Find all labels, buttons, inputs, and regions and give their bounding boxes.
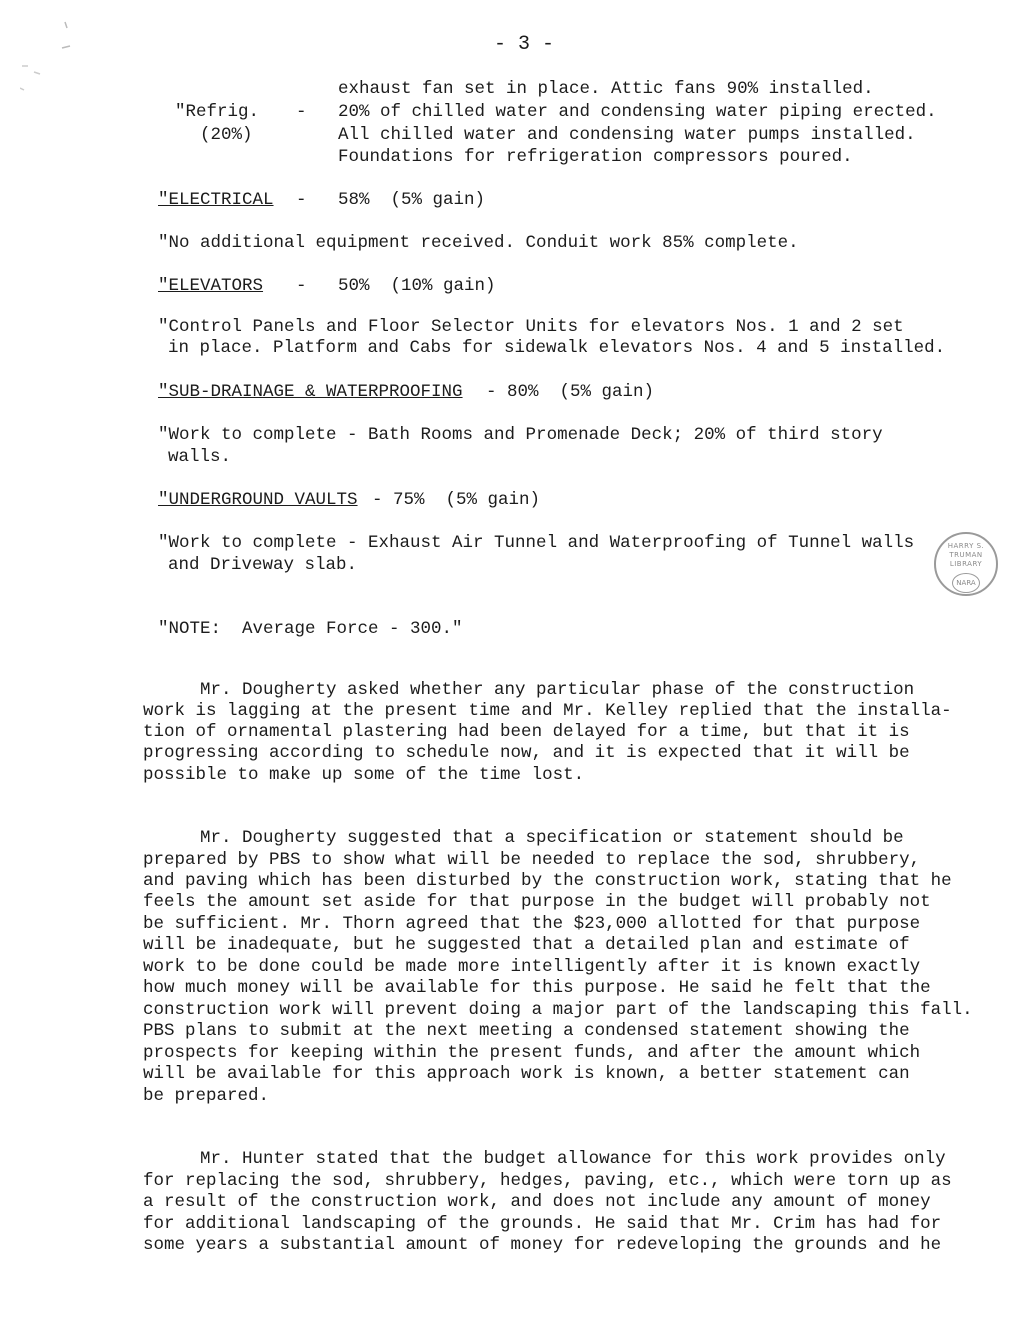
para1-line: Mr. Dougherty asked whether any particular phase of the construction <box>200 680 915 700</box>
para2-line: will be available for this approach work is known, a better statement can <box>143 1064 910 1084</box>
elevators-detail-2: in place. Platform and Cabs for sidewalk elevators Nos. 4 and 5 installed. <box>168 338 946 358</box>
para2-line: work to be done could be made more intelligently after it is known exactly <box>143 957 921 977</box>
para2-line: feels the amount set aside for that purpose in the budget will probably not <box>143 892 931 912</box>
para2-line: how much money will be available for this purpose. He said he felt that the <box>143 978 931 998</box>
para2-line: and paving which has been disturbed by the construction work, stating that he <box>143 871 952 891</box>
electrical-heading: "ELECTRICAL <box>158 190 274 210</box>
para2-line: Mr. Dougherty suggested that a specification or statement should be <box>200 828 904 848</box>
elevators-sep: - <box>296 276 307 296</box>
continuation-line-1: exhaust fan set in place. Attic fans 90% installed. <box>338 79 874 99</box>
electrical-detail: "No additional equipment received. Conduit work 85% complete. <box>158 233 799 253</box>
para1-line: possible to make up some of the time lost. <box>143 765 585 785</box>
para3-line: for additional landscaping of the grounds. He said that Mr. Crim has had for <box>143 1214 942 1234</box>
electrical-sep: - <box>296 190 307 210</box>
para2-line: will be inadequate, but he suggested that a detailed plan and estimate of <box>143 935 910 955</box>
para1-line: work is lagging at the present time and Mr. Kelley replied that the installa- <box>143 701 952 721</box>
archive-stamp <box>934 532 998 596</box>
para2-line: prepared by PBS to show what will be needed to replace the sod, shrubbery, <box>143 850 921 870</box>
sub-drainage-heading: "SUB-DRAINAGE & WATERPROOFING <box>158 382 463 402</box>
sub-drainage-detail-1: "Work to complete - Bath Rooms and Promenade Deck; 20% of third story <box>158 425 883 445</box>
underground-vaults-detail-1: "Work to complete - Exhaust Air Tunnel and Waterproofing of Tunnel walls <box>158 533 915 553</box>
margin-marks <box>20 20 80 110</box>
page-number: - 3 - <box>494 33 555 56</box>
para2-line: be sufficient. Mr. Thorn agreed that the $23,000 allotted for that purpose <box>143 914 921 934</box>
elevators-detail-1: "Control Panels and Floor Selector Units for elevators Nos. 1 and 2 set <box>158 317 904 337</box>
continuation-line-3: All chilled water and condensing water pumps installed. <box>338 125 916 145</box>
para2-line: PBS plans to submit at the next meeting a condensed statement showing the <box>143 1021 910 1041</box>
sub-drainage-detail-2: walls. <box>168 447 232 467</box>
continuation-line-4: Foundations for refrigeration compressors poured. <box>338 147 853 167</box>
note-line: "NOTE: Average Force - 300." <box>158 619 463 639</box>
underground-vaults-detail-2: and Driveway slab. <box>168 555 358 575</box>
para3-line: Mr. Hunter stated that the budget allowance for this work provides only <box>200 1149 946 1169</box>
refrig-label: "Refrig. <box>175 102 260 122</box>
electrical-status: 58% (5% gain) <box>338 190 486 210</box>
para2-line: be prepared. <box>143 1086 270 1106</box>
elevators-heading: "ELEVATORS <box>158 276 264 296</box>
sub-drainage-status: - 80% (5% gain) <box>486 382 655 402</box>
para3-line: a result of the construction work, and does not include any amount of money <box>143 1192 931 1212</box>
para3-line: some years a substantial amount of money for redeveloping the grounds and he <box>143 1235 942 1255</box>
refrig-percent: (20%) <box>200 125 253 145</box>
continuation-line-2: 20% of chilled water and condensing water piping erected. <box>338 102 937 122</box>
underground-vaults-heading: "UNDERGROUND VAULTS <box>158 490 358 510</box>
stamp-outer-text: HARRY S. TRUMAN LIBRARY <box>947 542 985 568</box>
stamp-inner-text: NARA <box>952 573 980 593</box>
para3-line: for replacing the sod, shrubbery, hedges, paving, etc., which were torn up as <box>143 1171 952 1191</box>
underground-vaults-status: - 75% (5% gain) <box>372 490 541 510</box>
para1-line: progressing according to schedule now, and it is expected that it will be <box>143 743 910 763</box>
elevators-status: 50% (10% gain) <box>338 276 496 296</box>
para1-line: tion of ornamental plastering had been delayed for a time, but that it is <box>143 722 910 742</box>
para2-line: construction work will prevent doing a major part of the landscaping this fall. <box>143 1000 973 1020</box>
refrig-dash: - <box>296 102 307 122</box>
para2-line: prospects for keeping within the present funds, and after the amount which <box>143 1043 921 1063</box>
